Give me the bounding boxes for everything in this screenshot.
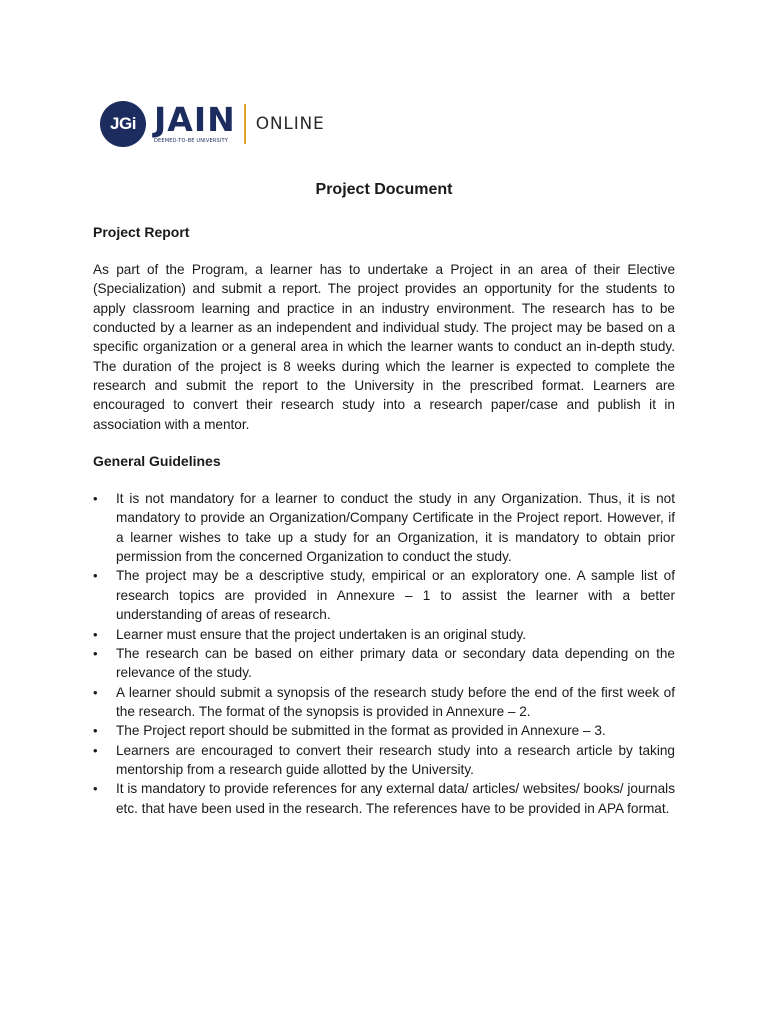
list-item	[93, 779, 675, 818]
bullet-icon: •	[93, 568, 98, 584]
bullet-icon: •	[93, 645, 98, 661]
brand-wordmark	[154, 100, 236, 144]
bullet-icon: •	[93, 491, 98, 507]
bullet-icon: •	[93, 626, 98, 642]
bullet-icon: •	[93, 684, 98, 700]
guideline-text: It is not mandatory for a learner to conduct the study in any Organization. Thus, it is not mandatory to provide an Organization/Company Certificate in the Project report. However, if a learner wishes to take up a study for an Organization, it is mandatory to obtain prior permission from the concerned Organization to conduct the study.	[116, 491, 675, 565]
list-item	[93, 721, 675, 740]
jain-online-logo	[100, 96, 325, 152]
list-item	[93, 741, 675, 780]
document-body	[93, 222, 675, 818]
guideline-text: A learner should submit a synopsis of the research study before the end of the first week of the research. The format of the synopsis is provided in Annexure – 2.	[116, 684, 675, 719]
brand-tagline: DEEMED-TO-BE UNIVERSITY	[154, 138, 229, 144]
section-heading-project-report: Project Report	[93, 224, 190, 240]
list-item	[93, 683, 675, 722]
brand-suffix: ONLINE	[255, 114, 325, 134]
guideline-text: The Project report should be submitted in the format as provided in Annexure – 3.	[116, 723, 606, 739]
project-report-paragraph: As part of the Program, a learner has to undertake a Project in an area of their Elective (Specialization) and submit a report. The project provides an opportunity for the students to apply classroom learning and practice in an industry environment. The research has to be conducted by a learner as an independent and individual study. The project may be based on a specific organization or a general area in which the learner wants to conduct an in-depth study. The duration of the project is 8 weeks during which the learner is expected to complete the research and submit the report to the University in the prescribed format. Learners are encouraged to convert their research study into a research paper/case and publish it in association with a mentor.	[93, 262, 675, 432]
list-item	[93, 566, 675, 624]
brand-name: JAIN	[154, 100, 236, 139]
guideline-text: It is mandatory to provide references for any external data/ articles/ websites/ books/ journals etc. that have been used in the research. The references have to be provided in APA format.	[116, 781, 675, 816]
section-heading-general-guidelines: General Guidelines	[93, 453, 221, 470]
seal-text: JGi	[110, 114, 136, 133]
list-item	[93, 625, 675, 644]
guideline-text: The project may be a descriptive study, empirical or an exploratory one. A sample list of research topics are provided in Annexure – 1 to assist the learner with a better understanding of areas of research.	[116, 568, 675, 623]
bullet-icon: •	[93, 781, 98, 797]
guideline-text: The research can be based on either primary data or secondary data depending on the relevance of the study.	[116, 645, 675, 681]
list-item	[93, 489, 675, 566]
guideline-text: Learners are encouraged to convert their research study into a research article by taking mentorship from a research guide allotted by the University.	[116, 742, 675, 777]
guideline-text: Learner must ensure that the project undertaken is an original study.	[116, 626, 527, 642]
list-item	[93, 644, 675, 683]
brand-divider	[244, 104, 246, 144]
bullet-icon: •	[93, 723, 98, 739]
jgi-seal-icon	[100, 101, 146, 147]
bullet-icon: •	[93, 742, 98, 758]
document-title: Project Document	[315, 181, 453, 198]
guidelines-list	[93, 489, 675, 818]
